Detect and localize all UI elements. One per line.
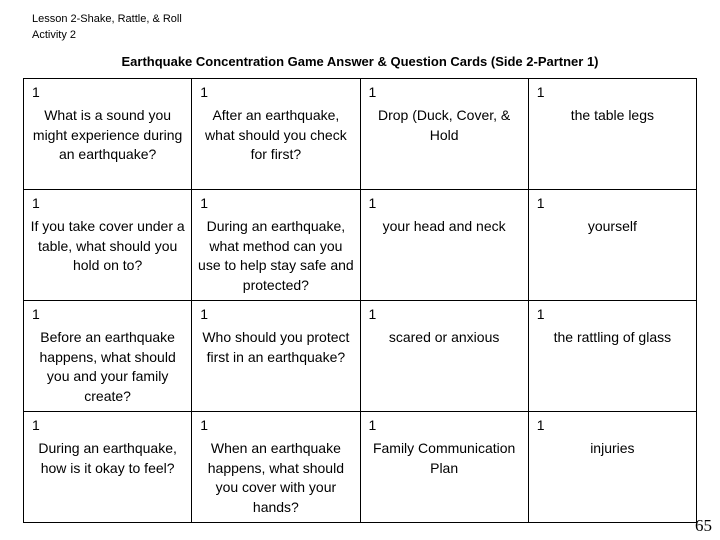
card-number: 1 bbox=[368, 195, 377, 211]
card-text: the rattling of glass bbox=[553, 329, 672, 345]
card-number: 1 bbox=[536, 306, 545, 322]
card-text: If you take cover under a table, what should you hold on to? bbox=[30, 218, 185, 273]
card-number: 1 bbox=[200, 84, 209, 100]
card-cell bbox=[528, 301, 696, 412]
card-text: Drop (Duck, Cover, & Hold bbox=[377, 107, 511, 143]
card-text: What is a sound you might experience during an earthquake? bbox=[32, 107, 183, 162]
card-text: the table legs bbox=[570, 107, 655, 123]
card-row bbox=[24, 79, 697, 190]
card-number: 1 bbox=[368, 84, 377, 100]
card-number: 1 bbox=[536, 417, 545, 433]
card-number: 1 bbox=[200, 306, 209, 322]
card-text: injuries bbox=[590, 440, 635, 456]
lesson-header bbox=[32, 11, 182, 43]
card-text: Who should you protect first in an earthquake? bbox=[202, 329, 350, 365]
card-text: Before an earthquake happens, what should you and your family create? bbox=[39, 329, 176, 404]
card-cell bbox=[528, 79, 696, 190]
card-text: yourself bbox=[587, 218, 637, 234]
card-number: 1 bbox=[32, 417, 40, 433]
card-cell bbox=[528, 190, 696, 301]
card-cell bbox=[360, 412, 528, 523]
activity-label: Activity 2 bbox=[32, 29, 77, 41]
card-number: 1 bbox=[200, 417, 209, 433]
card-cell bbox=[24, 301, 192, 412]
card-text: When an earthquake happens, what should you cover with your hands? bbox=[207, 440, 344, 515]
card-number: 1 bbox=[32, 195, 40, 211]
lesson-title: Lesson 2-Shake, Rattle, & Roll bbox=[32, 13, 182, 25]
card-cell bbox=[24, 79, 192, 190]
card-number: 1 bbox=[368, 306, 377, 322]
page-title: Earthquake Concentration Game Answer & Question Cards (Side 2-Partner 1) bbox=[121, 54, 599, 69]
card-text: During an earthquake, what method can you use to help stay safe and protected? bbox=[198, 218, 354, 293]
card-number: 1 bbox=[32, 306, 40, 322]
card-text: During an earthquake, how is it okay to feel? bbox=[38, 440, 177, 476]
card-number: 1 bbox=[200, 195, 209, 211]
card-text: Family Communication Plan bbox=[372, 440, 516, 476]
card-cell bbox=[360, 79, 528, 190]
card-number: 1 bbox=[536, 84, 545, 100]
card-row bbox=[24, 412, 697, 523]
card-cell bbox=[24, 190, 192, 301]
card-cell bbox=[528, 412, 696, 523]
card-number: 1 bbox=[368, 417, 377, 433]
card-text: scared or anxious bbox=[388, 329, 500, 345]
card-number: 1 bbox=[32, 84, 40, 100]
card-cell bbox=[192, 79, 360, 190]
card-cell bbox=[192, 301, 360, 412]
card-row bbox=[24, 190, 697, 301]
card-cell bbox=[24, 412, 192, 523]
card-text: After an earthquake, what should you check for first? bbox=[205, 107, 347, 162]
card-cell bbox=[192, 412, 360, 523]
card-number: 1 bbox=[536, 195, 545, 211]
card-cell bbox=[360, 301, 528, 412]
card-cell bbox=[360, 190, 528, 301]
card-text: your head and neck bbox=[382, 218, 506, 234]
card-grid bbox=[23, 78, 697, 523]
page-number: 65 bbox=[695, 516, 712, 535]
card-row bbox=[24, 301, 697, 412]
card-cell bbox=[192, 190, 360, 301]
